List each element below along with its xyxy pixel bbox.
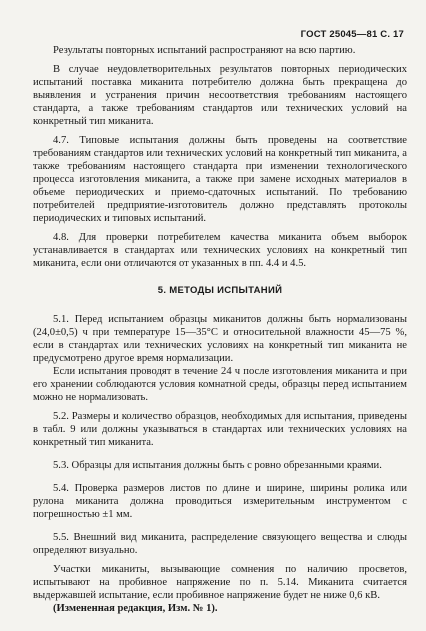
document-body — [33, 44, 407, 621]
change-note: (Измененная редакция, Изм. № 1). — [53, 603, 218, 614]
paragraph: 5.3. Образцы для испытания должны быть с ровно обрезанными краями. — [53, 460, 382, 471]
paragraph: 5.2. Размеры и количество образцов, необходимых для испытания, приведены в табл. 9 или должны указываться в стандартах или технических условиях на конкретный тип миканита. — [33, 411, 407, 448]
paragraph: Результаты повторных испытаний распространяют на всю партию. — [53, 45, 356, 56]
paragraph: 5.1. Перед испытанием образцы миканитов должны быть нормализованы (24,0±0,5) ч при температуре 15—35°С и относительной влажности 45—75 %, если в стандартах или технических условиях на конкретный тип миканита не предусмотрено другое время нормализации. — [33, 314, 407, 364]
paragraph: 4.8. Для проверки потребителем качества миканита объем выборок устанавливается в стандартах или технических условиях на конкретный тип миканита, если они отличаются от указанных в пп. 4.4 и 4.5. — [33, 232, 407, 269]
paragraph: Участки миканиты, вызывающие сомнения по наличию просветов, испытывают на пробивное напряжение по п. 5.14. Миканита считается выдержавшей испытание, если пробивное напряжение будет не ниже 0,6 кВ. — [33, 564, 407, 601]
paragraph: В случае неудовлетворительных результатов повторных периодических испытаний поставка миканита потребителю должна быть прекращена до выявления и устранения причин несоответствия требованиям настоящего стандарта, а также требованиям стандартов или технических условий на конкретный тип миканита. — [33, 64, 407, 127]
paragraph: 5.5. Внешний вид миканита, распределение связующего вещества и слюды определяют визуально. — [33, 532, 407, 556]
page-header: ГОСТ 25045—81 С. 17 — [300, 29, 404, 40]
paragraph: 4.7. Типовые испытания должны быть проведены на соответствие требованиям стандартов или технических условий на конкретный тип миканита, а также требованиям настоящего стандарта при изменении технологического процесса изготовления миканита, а также при замене исходных материалов в объеме периодических и приемо-сдаточных испытаний. По требованию потребителей предприятие-изготовитель должно представлять протоколы периодических и типовых испытаний. — [33, 135, 407, 224]
section-title: 5. МЕТОДЫ ИСПЫТАНИЙ — [157, 285, 283, 296]
paragraph: 5.4. Проверка размеров листов по длине и ширине, ширины ролика или рулона миканита должна проводиться измерительным инструментом с погрешностью ±1 мм. — [33, 483, 407, 520]
paragraph: Если испытания проводят в течение 24 ч после изготовления миканита и при его хранении соблюдаются условия комнатной среды, образцы перед испытанием можно не нормализовать. — [33, 366, 407, 403]
